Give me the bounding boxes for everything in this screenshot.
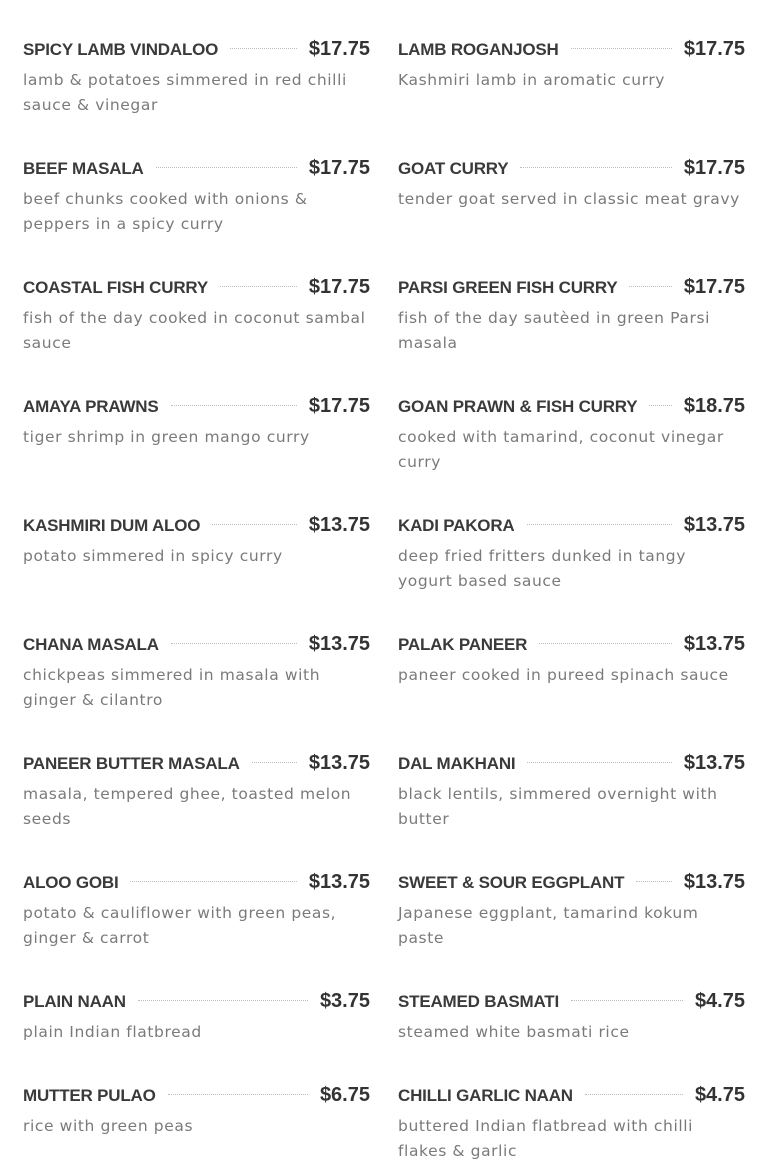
dot-leader bbox=[156, 167, 297, 168]
item-name: KADI PAKORA bbox=[398, 516, 515, 535]
item-name: LAMB ROGANJOSH bbox=[398, 40, 559, 59]
menu-item-header bbox=[23, 633, 370, 663]
item-name: SWEET & SOUR EGGPLANT bbox=[398, 873, 625, 892]
item-description: fish of the day sautèed in green Parsi masala bbox=[398, 309, 711, 352]
menu-item bbox=[23, 514, 370, 569]
dot-leader bbox=[171, 643, 297, 644]
menu-item bbox=[398, 752, 745, 832]
menu-item-header bbox=[23, 990, 370, 1020]
item-price: $13.75 bbox=[308, 871, 370, 893]
menu-item bbox=[23, 633, 370, 713]
item-description: deep fried fritters dunked in tangy yogurt based sauce bbox=[398, 547, 686, 590]
menu-item-header bbox=[23, 38, 370, 68]
menu-item-header bbox=[23, 871, 370, 901]
dot-leader bbox=[168, 1094, 308, 1095]
item-price: $13.75 bbox=[308, 514, 370, 536]
item-price: $4.75 bbox=[694, 990, 745, 1012]
item-description: fish of the day cooked in coconut sambal sauce bbox=[23, 309, 366, 352]
dot-leader bbox=[130, 881, 296, 882]
item-name: ALOO GOBI bbox=[23, 873, 119, 892]
menu-item bbox=[23, 990, 370, 1045]
item-name: SPICY LAMB VINDALOO bbox=[23, 40, 219, 59]
dot-leader bbox=[230, 48, 297, 49]
item-price: $18.75 bbox=[683, 395, 745, 417]
dot-leader bbox=[220, 286, 297, 287]
menu-item bbox=[23, 752, 370, 832]
menu-item-header bbox=[23, 514, 370, 544]
item-description: lamb & potatoes simmered in red chilli sauce & vinegar bbox=[23, 71, 347, 114]
item-price: $17.75 bbox=[683, 157, 745, 179]
item-description: potato & cauliflower with green peas, ginger & carrot bbox=[23, 904, 337, 947]
menu-item bbox=[398, 157, 745, 212]
menu-item bbox=[23, 871, 370, 951]
dot-leader bbox=[212, 524, 297, 525]
menu-item bbox=[23, 38, 370, 118]
menu-item-header bbox=[398, 514, 745, 544]
menu-item bbox=[398, 276, 745, 356]
menu-item bbox=[398, 990, 745, 1045]
item-description: steamed white basmati rice bbox=[398, 1023, 630, 1041]
item-description: buttered Indian flatbread with chilli flakes & garlic bbox=[398, 1117, 694, 1160]
menu-item bbox=[23, 157, 370, 237]
item-name: CHILLI GARLIC NAAN bbox=[398, 1086, 573, 1105]
dot-leader bbox=[138, 1000, 308, 1001]
item-price: $17.75 bbox=[308, 276, 370, 298]
item-price: $4.75 bbox=[694, 1084, 745, 1106]
item-price: $17.75 bbox=[683, 38, 745, 60]
item-name: PALAK PANEER bbox=[398, 635, 528, 654]
item-name: STEAMED BASMATI bbox=[398, 992, 560, 1011]
item-description: Japanese eggplant, tamarind kokum paste bbox=[398, 904, 699, 947]
menu-item-header bbox=[398, 871, 745, 901]
item-description: masala, tempered ghee, toasted melon seeds bbox=[23, 785, 352, 828]
item-price: $3.75 bbox=[319, 990, 370, 1012]
item-description: potato simmered in spicy curry bbox=[23, 547, 283, 565]
menu-item bbox=[23, 395, 370, 450]
item-description: beef chunks cooked with onions & peppers in a spicy curry bbox=[23, 190, 308, 233]
item-description: rice with green peas bbox=[23, 1117, 194, 1135]
menu-item bbox=[398, 1084, 745, 1164]
dot-leader bbox=[539, 643, 672, 644]
item-price: $13.75 bbox=[683, 871, 745, 893]
menu-item-header bbox=[398, 276, 745, 306]
dot-leader bbox=[585, 1094, 683, 1095]
dot-leader bbox=[571, 1000, 683, 1001]
item-price: $13.75 bbox=[308, 752, 370, 774]
item-price: $13.75 bbox=[308, 633, 370, 655]
dot-leader bbox=[171, 405, 297, 406]
menu-item-header bbox=[398, 157, 745, 187]
item-name: AMAYA PRAWNS bbox=[23, 397, 159, 416]
item-name: GOAT CURRY bbox=[398, 159, 509, 178]
item-price: $6.75 bbox=[319, 1084, 370, 1106]
item-price: $13.75 bbox=[683, 633, 745, 655]
menu-item-header bbox=[398, 395, 745, 425]
menu-item-header bbox=[398, 752, 745, 782]
menu-item-header bbox=[23, 395, 370, 425]
item-price: $17.75 bbox=[308, 395, 370, 417]
menu-item bbox=[398, 514, 745, 594]
item-name: GOAN PRAWN & FISH CURRY bbox=[398, 397, 638, 416]
item-name: CHANA MASALA bbox=[23, 635, 159, 654]
item-description: paneer cooked in pureed spinach sauce bbox=[398, 666, 729, 684]
item-price: $17.75 bbox=[683, 276, 745, 298]
menu-item bbox=[23, 276, 370, 356]
item-name: PLAIN NAAN bbox=[23, 992, 126, 1011]
menu-item bbox=[398, 38, 745, 93]
item-description: black lentils, simmered overnight with butter bbox=[398, 785, 718, 828]
menu-item-header bbox=[398, 1084, 745, 1114]
menu-item-header bbox=[23, 157, 370, 187]
dot-leader bbox=[571, 48, 672, 49]
item-description: chickpeas simmered in masala with ginger & cilantro bbox=[23, 666, 321, 709]
item-name: MUTTER PULAO bbox=[23, 1086, 156, 1105]
dot-leader bbox=[252, 762, 297, 763]
menu-item bbox=[398, 633, 745, 688]
item-price: $17.75 bbox=[308, 157, 370, 179]
menu-item-header bbox=[398, 38, 745, 68]
menu-item-header bbox=[398, 990, 745, 1020]
item-name: DAL MAKHANI bbox=[398, 754, 516, 773]
item-name: KASHMIRI DUM ALOO bbox=[23, 516, 201, 535]
item-price: $13.75 bbox=[683, 514, 745, 536]
dot-leader bbox=[629, 286, 671, 287]
dot-leader bbox=[636, 881, 672, 882]
item-description: cooked with tamarind, coconut vinegar curry bbox=[398, 428, 724, 471]
menu-item bbox=[23, 1084, 370, 1139]
item-name: PARSI GREEN FISH CURRY bbox=[398, 278, 618, 297]
menu-item-header bbox=[398, 633, 745, 663]
menu-item-header bbox=[23, 276, 370, 306]
item-price: $17.75 bbox=[308, 38, 370, 60]
item-description: tender goat served in classic meat gravy bbox=[398, 190, 740, 208]
item-name: COASTAL FISH CURRY bbox=[23, 278, 208, 297]
menu-item-header bbox=[23, 1084, 370, 1114]
menu-item bbox=[398, 871, 745, 951]
menu-item-header bbox=[23, 752, 370, 782]
menu-item bbox=[398, 395, 745, 475]
item-description: plain Indian flatbread bbox=[23, 1023, 202, 1041]
item-name: PANEER BUTTER MASALA bbox=[23, 754, 240, 773]
item-name: BEEF MASALA bbox=[23, 159, 144, 178]
dot-leader bbox=[527, 762, 671, 763]
item-price: $13.75 bbox=[683, 752, 745, 774]
item-description: tiger shrimp in green mango curry bbox=[23, 428, 310, 446]
dot-leader bbox=[649, 405, 671, 406]
item-description: Kashmiri lamb in aromatic curry bbox=[398, 71, 666, 89]
dot-leader bbox=[520, 167, 671, 168]
dot-leader bbox=[527, 524, 672, 525]
